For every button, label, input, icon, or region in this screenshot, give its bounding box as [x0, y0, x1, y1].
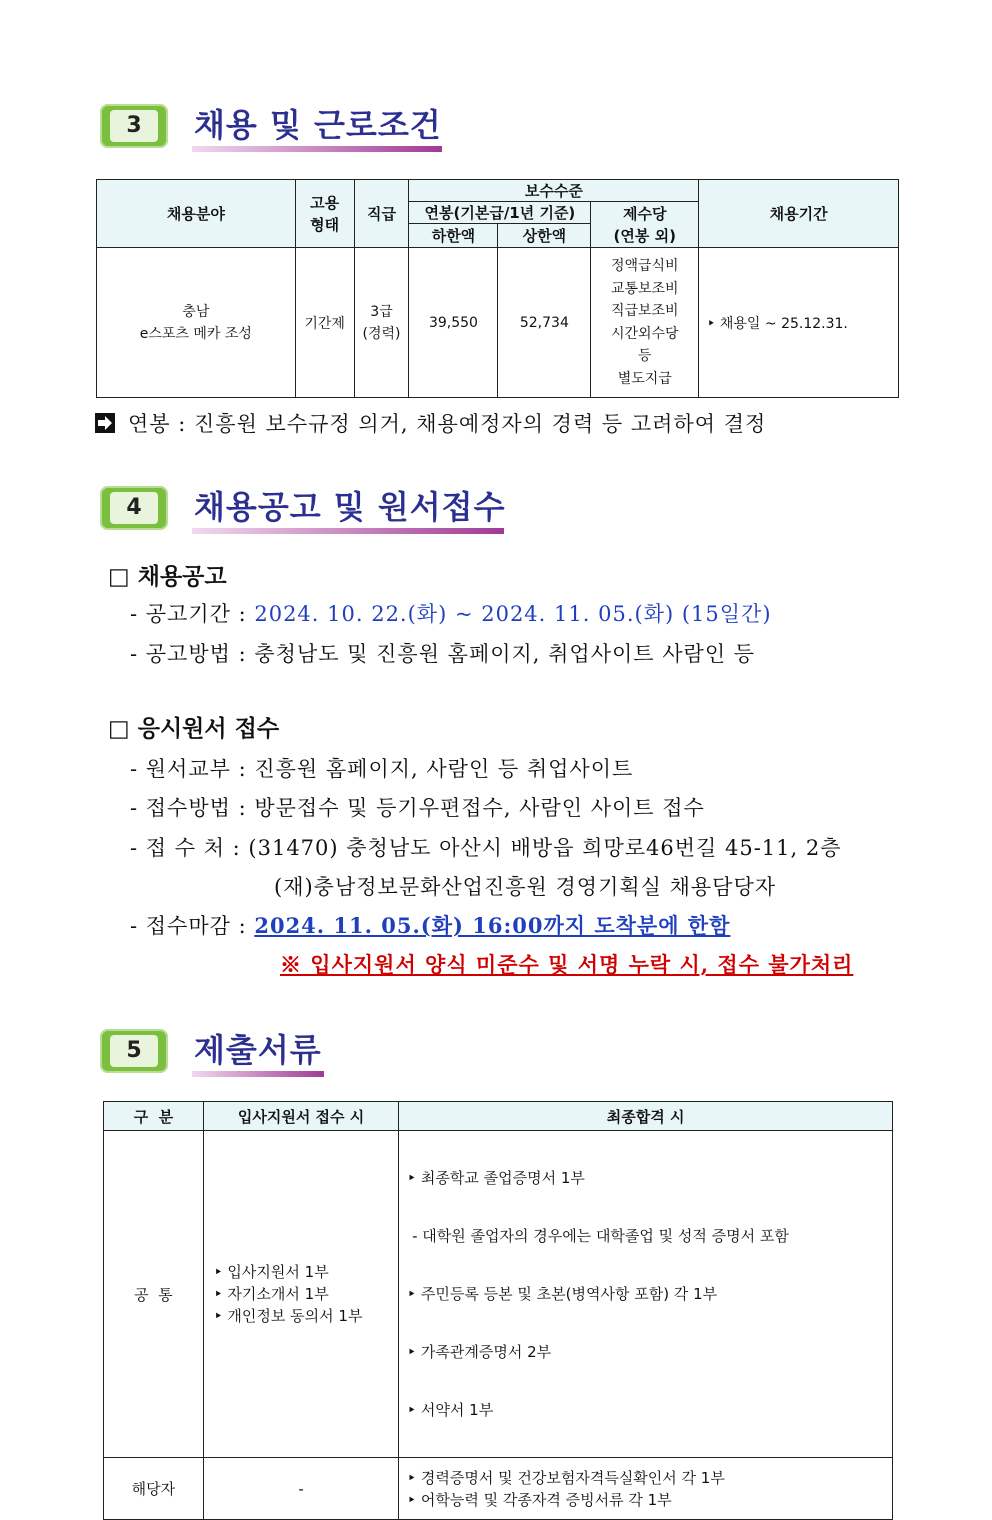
cell-applicable: 해당자	[104, 1458, 204, 1520]
notice-period-value: 2024. 10. 22.(화) ~ 2024. 11. 05.(화) (15일간)	[254, 602, 772, 626]
cell-upper-limit: 52,734	[498, 248, 591, 398]
header-on-application: 입사지원서 접수 시	[203, 1102, 398, 1131]
doc-item: ‣ 서약서 1부	[407, 1401, 494, 1419]
header-on-final-pass: 최종합격 시	[399, 1102, 893, 1131]
section-title: 제출서류	[194, 1031, 322, 1069]
employment-conditions-table	[96, 179, 899, 398]
header-field: 채용분야	[97, 180, 296, 248]
deadline-line	[130, 910, 730, 940]
notice-period-line	[130, 598, 772, 628]
cell-field: 충남 e스포츠 메카 조성	[97, 248, 296, 398]
application-method-line: - 접수방법 : 방문접수 및 등기우편접수, 사람인 사이트 접수	[130, 796, 705, 820]
header-employment-type: 고용 형태	[295, 180, 354, 248]
header-upper-limit: 상한액	[498, 224, 591, 248]
cell-common: 공 통	[104, 1131, 204, 1458]
section-title-underline	[192, 528, 504, 534]
cell-period: ‣ 채용일 ~ 25.12.31.	[699, 248, 899, 398]
section-number: 3	[110, 110, 158, 142]
notice-period-label: - 공고기간 :	[130, 602, 255, 626]
doc-item: ‣ 입사지원서 1부	[213, 1263, 329, 1281]
header-period: 채용기간	[699, 180, 899, 248]
deadline-label: - 접수마감 :	[130, 914, 255, 938]
doc-item: - 대학원 졸업자의 경우에는 대학졸업 및 성적 증명서 포함	[407, 1227, 789, 1245]
section-number: 5	[110, 1035, 158, 1067]
doc-item: ‣ 개인정보 동의서 1부	[213, 1307, 363, 1325]
arrow-right-box-icon	[95, 413, 115, 433]
section-title: 채용 및 근로조건	[194, 106, 442, 144]
cell-applicable-application-docs: -	[203, 1458, 398, 1520]
header-pay-level: 보수수준	[409, 180, 699, 202]
header-allowances: 제수당 (연봉 외)	[591, 202, 699, 248]
cell-common-final-docs	[399, 1131, 893, 1458]
section-number-badge	[100, 1029, 168, 1073]
section-title-underline	[192, 146, 442, 152]
header-grade: 직급	[354, 180, 409, 248]
section-number-badge	[100, 104, 168, 148]
header-lower-limit: 하한액	[409, 224, 498, 248]
application-address-line: - 접 수 처 : (31470) 충청남도 아산시 배방읍 희망로46번길 45-11, 2층	[130, 836, 842, 860]
application-distribution-line: - 원서교부 : 진흥원 홈페이지, 사람인 등 취업사이트	[130, 757, 634, 781]
doc-item: ‣ 최종학교 졸업증명서 1부	[407, 1169, 585, 1187]
section-number: 4	[110, 492, 158, 524]
notice-method-line: - 공고방법 : 충청남도 및 진흥원 홈페이지, 취업사이트 사람인 등	[130, 642, 756, 666]
cell-employment-type: 기간제	[295, 248, 354, 398]
submission-documents-table	[103, 1101, 893, 1520]
salary-note: 연봉 : 진흥원 보수규정 의거, 채용예정자의 경력 등 고려하여 결정	[128, 412, 767, 436]
cell-common-application-docs	[203, 1131, 398, 1458]
subsection-title: □ 채용공고	[108, 564, 227, 590]
application-address-line-2: (재)충남정보문화산업진흥원 경영기획실 채용담당자	[274, 875, 777, 899]
cell-allowances: 정액급식비 교통보조비 직급보조비 시간외수당 등 별도지급	[591, 248, 699, 398]
section-title: 채용공고 및 원서접수	[194, 488, 506, 526]
header-annual-salary: 연봉(기본급/1년 기준)	[409, 202, 591, 224]
subsection-title: □ 응시원서 접수	[108, 716, 280, 742]
cell-lower-limit: 39,550	[409, 248, 498, 398]
doc-item: ‣ 자기소개서 1부	[213, 1285, 329, 1303]
doc-item: ‣ 경력증명서 및 건강보험자격득실확인서 각 1부	[407, 1468, 725, 1487]
warning-note: ※ 입사지원서 양식 미준수 및 서명 누락 시, 접수 불가처리	[280, 952, 854, 977]
doc-item: ‣ 주민등록 등본 및 초본(병역사항 포함) 각 1부	[407, 1285, 718, 1303]
section-title-underline	[192, 1071, 324, 1077]
header-category: 구 분	[104, 1102, 204, 1131]
cell-grade: 3급 (경력)	[354, 248, 409, 398]
doc-item: ‣ 가족관계증명서 2부	[407, 1343, 552, 1361]
doc-item: ‣ 어학능력 및 각종자격 증빙서류 각 1부	[407, 1490, 672, 1509]
section-number-badge	[100, 486, 168, 530]
deadline-value: 2024. 11. 05.(화) 16:00까지 도착분에 한함	[254, 913, 731, 938]
cell-applicable-final-docs	[399, 1458, 893, 1520]
